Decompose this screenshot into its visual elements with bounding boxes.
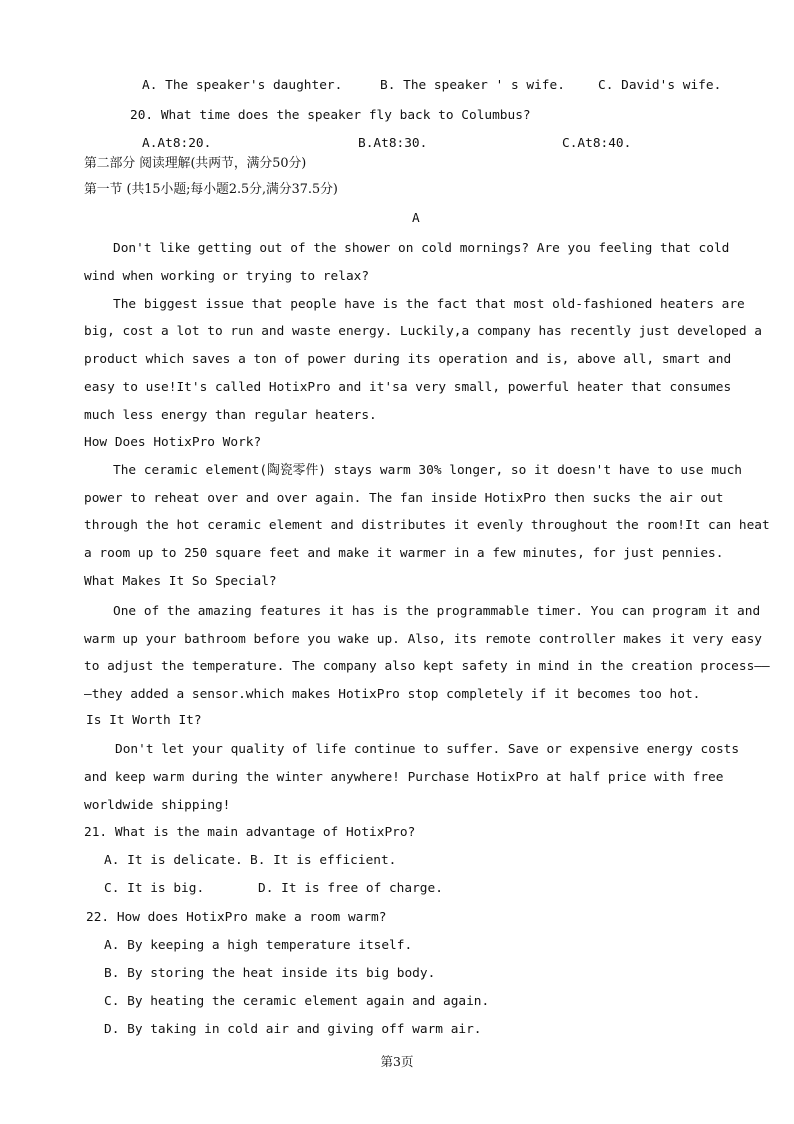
passage-line: through the hot ceramic element and distributes it evenly throughout the room!It can heat	[84, 518, 770, 533]
passage-line: and keep warm during the winter anywhere! Purchase HotixPro at half price with free	[84, 770, 724, 785]
q21-option-b[interactable]: B. It is efficient.	[250, 853, 397, 868]
q21-stem: 21. What is the main advantage of HotixPro?	[84, 825, 416, 840]
q21-option-c[interactable]: C. It is big.	[104, 881, 205, 896]
passage-line: big, cost a lot to run and waste energy. Luckily,a company has recently just developed a	[84, 324, 762, 339]
page-number: 第3页	[380, 1054, 414, 1069]
passage-line: Don't like getting out of the shower on cold mornings? Are you feeling that cold	[113, 241, 730, 256]
q20-option-a[interactable]: A.At8:20.	[142, 136, 212, 151]
passage-line: warm up your bathroom before you wake up. Also, its remote controller makes it very easy	[84, 632, 762, 647]
passage-line: One of the amazing features it has is the programmable timer. You can program it and	[113, 604, 761, 619]
passage-line: —they added a sensor.which makes HotixPro stop completely if it becomes too hot.	[84, 687, 701, 702]
passage-line: power to reheat over and over again. The fan inside HotixPro then sucks the air out	[84, 491, 724, 506]
q22-option-c[interactable]: C. By heating the ceramic element again and again.	[104, 994, 490, 1009]
passage-line: easy to use!It's called HotixPro and it'sa very small, powerful heater that consumes	[84, 380, 732, 395]
passage-line: a room up to 250 square feet and make it warmer in a few minutes, for just pennies.	[84, 546, 724, 561]
q20-stem: 20. What time does the speaker fly back to Columbus?	[130, 108, 531, 123]
q20-option-c[interactable]: C.At8:40.	[562, 136, 632, 151]
passage-line: The ceramic element(陶瓷零件) stays warm 30% longer, so it doesn't have to use much	[113, 463, 743, 478]
passage-label: A	[412, 211, 420, 226]
passage-line: wind when working or trying to relax?	[84, 269, 370, 284]
q19-option-a[interactable]: A. The speaker's daughter.	[142, 78, 343, 93]
q19-option-b[interactable]: B. The speaker ' s wife.	[380, 78, 565, 93]
q20-option-b[interactable]: B.At8:30.	[358, 136, 428, 151]
q22-option-d[interactable]: D. By taking in cold air and giving off warm air.	[104, 1022, 482, 1037]
q22-stem: 22. How does HotixPro make a room warm?	[86, 910, 387, 925]
q21-option-a[interactable]: A. It is delicate.	[104, 853, 243, 868]
passage-line: to adjust the temperature. The company also kept safety in mind in the creation process——	[84, 659, 770, 674]
q19-option-c[interactable]: C. David's wife.	[598, 78, 722, 93]
subheading-special: What Makes It So Special?	[84, 574, 277, 589]
q22-option-a[interactable]: A. By keeping a high temperature itself.	[104, 938, 413, 953]
q21-option-d[interactable]: D. It is free of charge.	[258, 881, 443, 896]
subheading-how-it-works: How Does HotixPro Work?	[84, 435, 262, 450]
passage-line: product which saves a ton of power during its operation and is, above all, smart and	[84, 352, 732, 367]
section1-heading: 第一节 (共15小题;每小题2.5分,满分37.5分)	[84, 182, 338, 197]
passage-line: Don't let your quality of life continue to suffer. Save or expensive energy costs	[115, 742, 740, 757]
subheading-worth-it: Is It Worth It?	[86, 713, 202, 728]
passage-line: worldwide shipping!	[84, 798, 231, 813]
passage-line: much less energy than regular heaters.	[84, 408, 377, 423]
passage-line: The biggest issue that people have is the fact that most old-fashioned heaters are	[113, 297, 745, 312]
part2-heading: 第二部分 阅读理解(共两节，满分50分)	[84, 156, 307, 171]
q22-option-b[interactable]: B. By storing the heat inside its big body.	[104, 966, 436, 981]
